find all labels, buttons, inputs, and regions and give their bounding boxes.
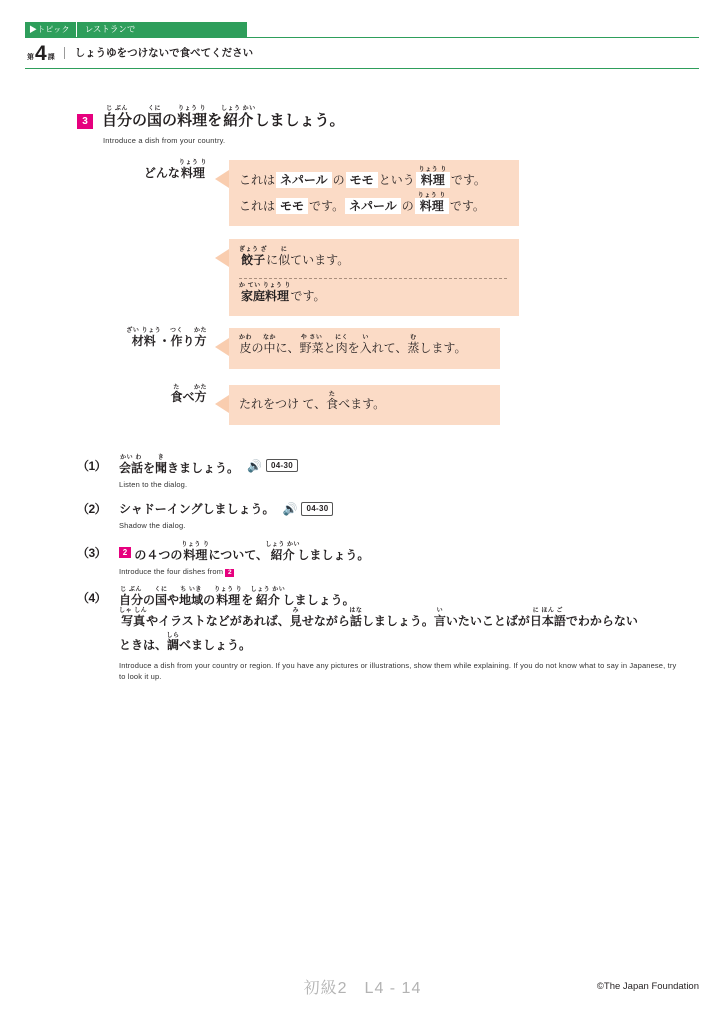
speaker-icon: 🔊 xyxy=(247,458,263,473)
balloon-body-howtoeat xyxy=(229,385,500,425)
section-subtitle: Introduce a dish from your country. xyxy=(103,135,226,145)
lesson-title: しょうゆをつけないで食べてください xyxy=(64,47,254,60)
task-line xyxy=(77,542,677,563)
balloon-arrow-icon xyxy=(215,395,229,413)
audio-track-number: 04-30 xyxy=(301,502,333,516)
balloon-row-howtoeat xyxy=(77,385,677,425)
topic-bar xyxy=(25,22,699,37)
reference-badge: 2 xyxy=(119,547,131,558)
task-translation: Listen to the dialog. xyxy=(119,480,188,489)
task-item-1 xyxy=(77,455,677,490)
lesson-number: 4 xyxy=(35,41,47,65)
task-number: （2） xyxy=(77,502,107,517)
task-item-2 xyxy=(77,500,677,531)
page-header xyxy=(25,22,699,69)
page-reference: 初級2 L4 - 14 xyxy=(303,980,422,997)
task-translation xyxy=(119,566,677,577)
task-item-4 xyxy=(77,587,677,683)
audio-control-1[interactable] xyxy=(247,459,298,473)
balloon-line: これは ネパール の モモ という 料理りょう りです。 xyxy=(239,167,486,187)
reference-badge-inline: 2 xyxy=(225,569,234,577)
balloon-row-donna-ryori xyxy=(77,160,677,226)
audio-control-2[interactable] xyxy=(283,502,334,516)
task-list xyxy=(77,455,677,692)
task-text: 会話かい わを聞ききましょう。 xyxy=(119,455,240,475)
topic-tag: ▶トピック xyxy=(25,22,76,37)
balloon-row-similar xyxy=(77,239,677,316)
task-text: シャドーイングしましょう。 xyxy=(119,502,275,517)
task-number: （1） xyxy=(77,459,107,473)
balloon-arrow-icon xyxy=(215,338,229,356)
balloon-label-donna-ryori: どんな料理りょう り xyxy=(143,160,207,180)
task-translation: Shadow the dialog. xyxy=(119,521,186,531)
lesson-row xyxy=(25,38,699,69)
task-line xyxy=(77,455,677,476)
section-heading xyxy=(77,106,677,145)
task-text: 自分じ ぶんの国くにや地域ち いきの料理りょう りを紹介しょう かいしましょう。 xyxy=(119,586,355,607)
balloon-body-donna-ryori xyxy=(229,160,519,226)
example-balloons xyxy=(77,160,677,425)
task-line xyxy=(77,500,677,517)
task-text: の４つの料理りょう りについて、紹介しょう かいしましょう。 xyxy=(131,541,370,562)
task-item-3 xyxy=(77,542,677,577)
balloon-body-similar xyxy=(229,239,519,316)
balloon-label-howtoeat: 食たべ方かた xyxy=(170,384,207,404)
balloon-line: 皮かわの中なかに、野菜や さいと肉にくを入いれて、蒸むします。 xyxy=(239,335,467,356)
speaker-icon: 🔊 xyxy=(282,501,298,516)
task-body-line: ときは、調しらべましょう。 xyxy=(119,632,252,652)
audio-track-number: 04-30 xyxy=(266,459,298,473)
balloon-label-ingredients: 材料ざい りょう・作つくり方かた xyxy=(126,328,207,349)
task-line xyxy=(77,587,677,608)
balloon-arrow-icon xyxy=(215,170,229,188)
copyright: ©The Japan Foundation xyxy=(596,981,699,992)
section-badge: 3 xyxy=(77,114,93,129)
balloon-row-ingredients xyxy=(77,328,677,369)
lesson-suffix: 課 xyxy=(47,53,55,61)
task-number: （4） xyxy=(77,590,107,605)
task-body-line: 写真しゃ しんやイラストなどがあれば、見みせながら話はなしましょう。言いいたいことばが日本語に ほん ごでわからない xyxy=(119,607,638,628)
task-translation-text: Introduce the four dishes from xyxy=(119,566,224,576)
balloon-body-ingredients xyxy=(229,328,500,369)
task-number: （3） xyxy=(77,545,107,560)
topic-name: レストランで xyxy=(76,22,247,37)
balloon-line: 家庭料理か てい りょう りです。 xyxy=(239,282,326,303)
balloon-divider xyxy=(239,278,507,279)
task-translation: Introduce a dish from your country or region. If you have any pictures or illustrations, show them while explaining. If you do not know what to say in Japanese, try to look it up. xyxy=(119,660,677,681)
balloon-line: これは モモ です。 ネパール の 料理りょう りです。 xyxy=(239,192,485,213)
section-head-row xyxy=(77,106,677,130)
balloon-arrow-icon xyxy=(215,249,229,267)
balloon-line: 餃子ぎょう ざに似にています。 xyxy=(239,247,350,268)
balloon-line: たれをつけ て、食たべます。 xyxy=(239,391,386,411)
lesson-number-group xyxy=(27,43,55,64)
lesson-prefix: 第 xyxy=(27,53,34,61)
section-title: 自分じ ぶんの国くにの料理りょう りを紹介しょう かいしましょう。 xyxy=(102,106,345,129)
